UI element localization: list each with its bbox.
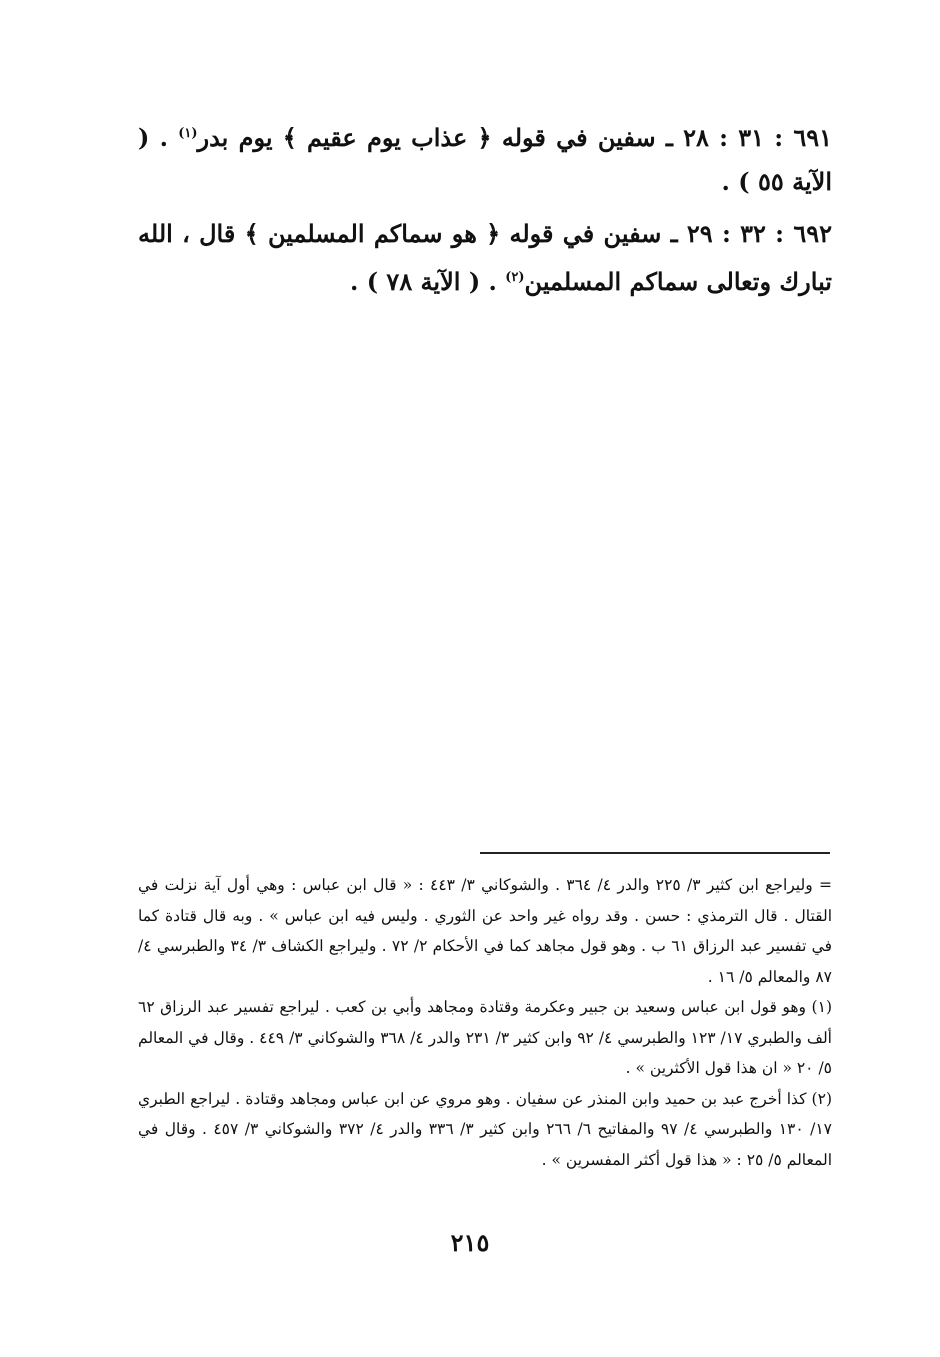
page-number: ٢١٥	[450, 1228, 490, 1257]
footnote-continued: = وليراجع ابن كثير ٣/ ٢٢٥ والدر ٤/ ٣٦٤ . والشوكاني ٣/ ٤٤٣ : « قال ابن عباس : وهي أول آية نزلت في القتال . قال الترمذي : حسن . وقد رواه غير واحد عن الثوري . وليس فيه ابن عباس » . وبه قال قتادة كما في تفسير عبد الرزاق ٦١ ب . وهو قول مجاهد كما في الأحكام ٢/ ٧٢ . وليراجع الكشاف ٣/ ٣٤ والطبرسي ٤/ ٨٧ والمعالم ٥/ ١٦ .	[138, 876, 832, 986]
footnote-separator	[480, 852, 830, 854]
footnote-1: (١) وهو قول ابن عباس وسعيد بن جبير وعكرمة وقتادة ومجاهد وأبي بن كعب . ليراجع تفسير عبد الرزاق ٦٢ ألف والطبري ١٧/ ١٢٣ والطبرسي ٤/ ٩٢ وابن كثير ٣/ ٢٣١ والدر ٤/ ٣٦٨ والشوكاني ٣/ ٤٤٩ . وقال في المعالم ٥/ ٢٠ « ان هذا قول الأكثرين » .	[138, 998, 832, 1077]
footnotes	[138, 870, 832, 1175]
footnote-ref-2[interactable]: (٢)	[505, 270, 525, 285]
entry-692-tail: . ( الآية ٧٨ ) .	[350, 267, 506, 296]
footnote-ref-1[interactable]: (١)	[178, 126, 198, 141]
footnote-2: (٢) كذا أخرج عبد بن حميد وابن المنذر عن سفيان . وهو مروي عن ابن عباس ومجاهد وقتادة . ليراجع الطبري ١٧/ ١٣٠ والطبرسي ٤/ ٩٧ والمفاتيح ٦/ ٢٦٦ وابن كثير ٣/ ٣٣٦ والدر ٤/ ٣٧٢ والشوكاني ٣/ ٤٥٧ . وقال في المعالم ٥/ ٢٥ : « هذا قول أكثر المفسرين » .	[138, 1089, 832, 1169]
main-text	[138, 112, 832, 312]
entry-691-text: ٦٩١ : ٣١ : ٢٨ ـ سفين في قوله ﴿ عذاب يوم عقيم ﴾ يوم بدر	[197, 123, 832, 152]
entry-692	[138, 212, 832, 304]
entry-692-text: ٦٩٢ : ٣٢ : ٢٩ ـ سفين في قوله ﴿ هو سماكم المسلمين ﴾ قال ، الله تبارك وتعالى سماكم المسلمين	[138, 219, 832, 296]
entry-691	[138, 112, 832, 204]
entry-691-tail: . ( الآية ٥٥ ) .	[138, 123, 832, 196]
